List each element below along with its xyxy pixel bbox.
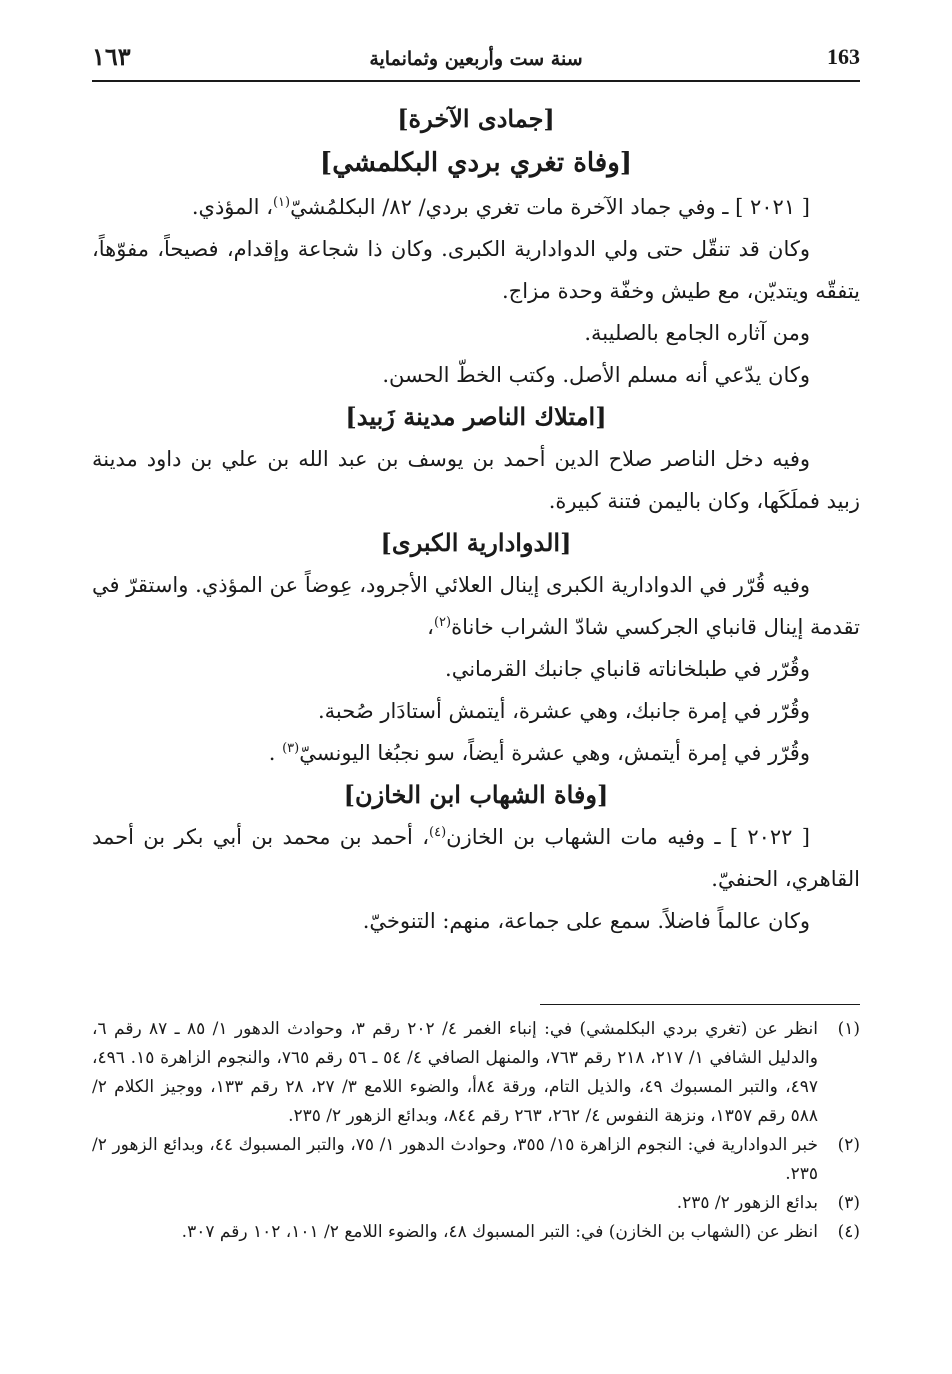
footnote-ref-2[interactable]: (٢) xyxy=(433,615,452,630)
footnote-text: بدائع الزهور ٢/ ٢٣٥. xyxy=(676,1193,818,1213)
footnote-text: انظر عن (تغري بردي البكلمشي) في: إنباء الغمر ٤/ ٢٠٢ رقم ٣، وحوادث الدهور ١/ ٨٥ ـ ٨٧ رقم ٦، والدليل الشافي ١/ ٢١٧، ٢١٨ رقم ٧٦٣، والمنهل الصافي ٤/ ٥٤ ـ ٥٦ رقم ٧٦٥، والنجوم الزاهرة ١٥. ٤٩٦، ٤٩٧، والتبر المسبوك ٤٩، والذيل التام، ورقة ٨٤أ، والضوء اللامع ٣/ ٢٧، ٢٨ رقم ١٣٣، ووجيز الكلام ٢/ ٥٨٨ رقم ١٣٥٧، ونزهة النفوس ٤/ ٢٦٢، ٢٦٣ رقم ٨٤٤، وبدائع الزهور ٢/ ٢٣٥. xyxy=(92,1019,818,1126)
text-run: [ ٢٠٢١ ] ـ وفي جماد الآخرة مات تغري بردي/ ٨٢/ البكلمُشيّ xyxy=(290,195,810,219)
footnotes xyxy=(92,1004,860,1247)
book-page xyxy=(92,0,860,1374)
footnote-4 xyxy=(92,1218,860,1247)
paragraph: وقُرّر في طبلخاناته قانباي جانبك القرماني. xyxy=(445,657,810,681)
text-run: [ ٢٠٢٢ ] ـ وفيه مات الشهاب بن الخازن xyxy=(446,825,810,849)
section-heading-2: [امتلاك الناصر مدينة زَبيد] xyxy=(345,402,607,431)
text-run: وفيه قُرّر في الدوادارية الكبرى إينال العلائي الأجرود، عِوضاً عن المؤذي. واستقرّ في تقدمة إينال قانباي الجركسي شادّ الشراب خاناة xyxy=(92,573,860,639)
footnote-number: (١) xyxy=(837,1019,860,1039)
text-run: وقُرّر في إمرة أيتمش، وهي عشرة أيضاً، سو نجبُغا اليونسيّ xyxy=(299,741,810,765)
paragraph: وفيه دخل الناصر صلاح الدين أحمد بن يوسف بن عبد الله بن علي بن داود مدينة زبيد فملَكَها، وكان باليمن فتنة كبيرة. xyxy=(92,447,860,513)
running-title: سنة ست وأربعين وثمانماية xyxy=(369,48,583,70)
footnote-number: (٢) xyxy=(837,1135,860,1155)
section-heading-1: [وفاة تغري بردي البكلمشي] xyxy=(319,148,633,178)
main-text xyxy=(92,98,860,942)
paragraph: وكان يدّعي أنه مسلم الأصل. وكتب الخطّ الحسن. xyxy=(382,363,810,387)
text-run: ، المؤذي. xyxy=(191,195,273,219)
paragraph-2022 xyxy=(92,816,860,900)
footnote-ref-4[interactable]: (٤) xyxy=(429,825,447,840)
footnote-ref-3[interactable]: (٣) xyxy=(282,741,300,756)
text-run: ، أحمد بن محمد بن أبي بكر بن أحمد القاهري، الحنفيّ. xyxy=(92,825,860,891)
footnote-text: انظر عن (الشهاب بن الخازن) في: التبر المسبوك ٤٨، والضوء اللامع ٢/ ١٠١، ١٠٢ رقم ٣٠٧. xyxy=(181,1222,818,1242)
footnote-number: (٤) xyxy=(837,1222,860,1242)
footnote-ref-1[interactable]: (١) xyxy=(272,195,291,210)
footnote-1 xyxy=(92,1015,860,1131)
paragraph: وقُرّر في إمرة جانبك، وهي عشرة، أيتمش أستادَار صُحبة. xyxy=(318,699,810,723)
text-run: . xyxy=(268,741,283,765)
page-number-arabic: ١٦٣ xyxy=(92,42,131,71)
paragraph xyxy=(92,564,860,648)
paragraph-2021 xyxy=(92,186,860,228)
paragraph xyxy=(92,732,860,774)
footnote-number: (٣) xyxy=(837,1193,860,1213)
footnote-2 xyxy=(92,1131,860,1189)
page-number-latin: 163 xyxy=(827,44,860,69)
paragraph: ومن آثاره الجامع بالصليبة. xyxy=(584,321,810,345)
month-heading: [جمادى الآخرة] xyxy=(397,104,555,133)
section-heading-4: [وفاة الشهاب ابن الخازن] xyxy=(343,780,609,809)
text-run: ، xyxy=(427,615,434,639)
footnote-divider xyxy=(540,1004,860,1005)
paragraph: وكان قد تنقّل حتى ولي الدوادارية الكبرى. وكان ذا شجاعة وإقدام، فصيحاً، مفوّهاً، يتفقّه ويتديّن، مع طيش وخفّة وحدة مزاج. xyxy=(92,237,860,303)
section-heading-3: [الدوادارية الكبرى] xyxy=(380,528,572,557)
page-header xyxy=(92,42,860,82)
footnote-text: خبر الدوادارية في: النجوم الزاهرة ١٥/ ٣٥٥، وحوادث الدهور ١/ ٧٥، والتبر المسبوك ٤٤، وبدائع الزهور ٢/ ٢٣٥. xyxy=(92,1135,818,1184)
footnote-3 xyxy=(92,1189,860,1218)
paragraph: وكان عالماً فاضلاً. سمع على جماعة، منهم: التنوخيّ. xyxy=(362,909,810,933)
